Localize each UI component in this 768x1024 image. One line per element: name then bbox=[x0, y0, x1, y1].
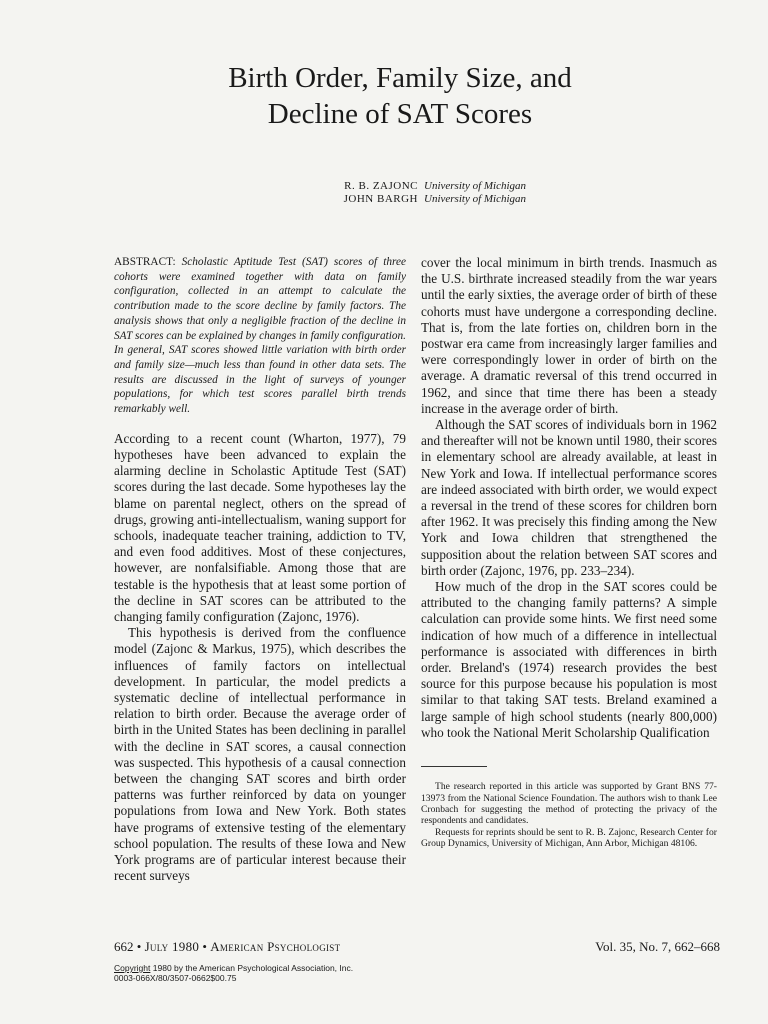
right-column bbox=[421, 255, 717, 850]
page-number: 662 bbox=[114, 939, 134, 954]
volume-info: Vol. 35, No. 7, 662–668 bbox=[595, 939, 720, 954]
title-line-2: Decline of SAT Scores bbox=[267, 98, 533, 130]
footnote: Requests for reprints should be sent to R. B. Zajonc, Research Center for Group Dynamics, University of Michigan, Ann Arbor, Michigan 48106. bbox=[421, 826, 717, 850]
issue-date: July 1980 bbox=[144, 939, 200, 954]
author-name: R. B. ZAJONC bbox=[344, 180, 418, 192]
footer-separator: • bbox=[136, 939, 142, 954]
body-paragraph: How much of the drop in the SAT scores could be attributed to the changing family patterns? A simple calculation can provide some hints. We first need some indication of how much of a difference in intellectual performance is associated with differences in birth order. Breland's (1974) research provides the best source for this purpose because his population is most similar to that taking SAT tests. Breland examined a large sample of high school students (nearly 800,000) who took the National Merit Scholarship Qualification bbox=[421, 579, 717, 740]
author-name: JOHN BARGH bbox=[343, 193, 418, 205]
page-footer bbox=[114, 939, 340, 955]
body-paragraph: Although the SAT scores of individuals born in 1962 and thereafter will not be known until 1980, their scores in elementary school are already available, at least in New York and Iowa. If intellectual performance scores are indeed associated with birth order, we would expect a reversal in the trend of these scores for children born after 1962. It was precisely this finding among the New York and Iowa children that strengthened the supposition about the relation between SAT scores and birth order (Zajonc, 1976, pp. 233–234). bbox=[421, 417, 717, 578]
left-column bbox=[114, 255, 406, 884]
copyright-notice bbox=[114, 964, 353, 983]
abstract-text: Scholastic Aptitude Test (SAT) scores of three cohorts were examined together with data on family configuration, collected in an attempt to calculate the contribution made to the score decline by family factors. The analysis shows that only a negligible fraction of the decline in SAT scores can be explained by changes in family configuration. In general, SAT scores showed little variation with birth order and family size—much less than found in other data sets. The results are discussed in the light of surveys of younger populations, for which test scores parallel birth trends remarkably well. bbox=[114, 256, 406, 416]
footer-separator: • bbox=[202, 939, 207, 954]
copyright-word: Copyright bbox=[114, 963, 151, 973]
copyright-code: 0003-066X/80/3507-0662$00.75 bbox=[114, 972, 237, 983]
footnote-divider bbox=[421, 766, 487, 767]
copyright-holder: 1980 by the American Psychological Association, Inc. bbox=[152, 963, 354, 973]
footnote: The research reported in this article was supported by Grant BNS 77-13973 from the National Science Foundation. The authors wish to thank Lee Cronbach for suggesting the method of protecting the privacy of the respondents and candidates. bbox=[421, 781, 717, 827]
author-row bbox=[300, 193, 526, 206]
journal-name: American Psychologist bbox=[210, 939, 341, 954]
author-affiliation: University of Michigan bbox=[424, 193, 527, 205]
abstract-label: ABSTRACT: bbox=[114, 256, 176, 268]
body-paragraph: According to a recent count (Wharton, 1977), 79 hypotheses have been advanced to explain the alarming decline in Scholastic Aptitude Test (SAT) scores during the last decade. Some hypotheses lay the blame on parental neglect, others on the spread of drugs, growing anti-intellectualism, waning support for schools, inadequate teacher training, addiction to TV, and even food additives. Most of these conjectures, however, are nonfalsifiable. Among those that are testable is the hypothesis that at least some portion of the decline in SAT scores can be attributed to the changing family configuration (Zajonc, 1976). bbox=[114, 430, 406, 624]
body-paragraph: This hypothesis is derived from the confluence model (Zajonc & Markus, 1975), which describes the influences of family factors on intellectual development. In particular, the model predicts a systematic decline of intellectual performance in relation to birth order. Because the average order of birth in the United States has been declining in parallel with the decline in SAT scores, a causal connection was suspected. This hypothesis of a causal connection between the changing SAT scores and birth order patterns was further reinforced by data on younger populations from Iowa and New York. Both states have programs of extensive testing of the elementary school population. The results of these Iowa and New York programs are of particular interest because their recent surveys bbox=[114, 625, 406, 884]
author-row bbox=[300, 180, 526, 193]
article-title bbox=[0, 60, 768, 132]
title-line-1: Birth Order, Family Size, and bbox=[228, 62, 572, 94]
footnotes bbox=[421, 781, 717, 849]
abstract bbox=[114, 255, 406, 417]
author-block bbox=[300, 180, 526, 206]
author-affiliation: University of Michigan bbox=[424, 180, 527, 192]
body-paragraph: cover the local minimum in birth trends. Inasmuch as the U.S. birthrate increased steadily from the war years until the early sixties, the average order of birth of these cohorts must have undergone a corresponding decline. That is, from the late forties on, children born in the postwar era came from increasingly larger families and were correspondingly lower in order of birth on the average. A dramatic reversal of this trend occurred in 1962, and since that time there has been a steady increase in the average order of birth. bbox=[421, 255, 717, 416]
